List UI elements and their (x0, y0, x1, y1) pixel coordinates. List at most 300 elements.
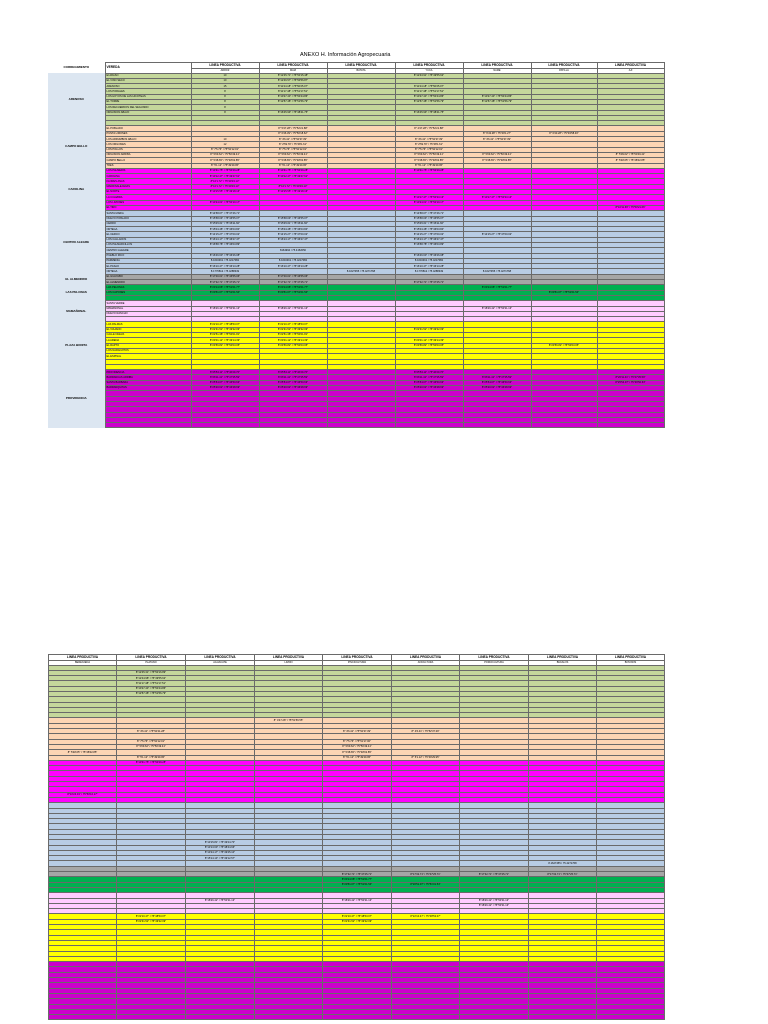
coord-cell: 8°13'15.81" / 75°49'24.70" (186, 840, 255, 845)
coord-cell: 8°15'14.13" / 75°49'12.57" (186, 856, 255, 861)
agro-table-part2 (48, 654, 665, 1020)
vereda-cell: NUEVO RANCHO (105, 311, 191, 316)
coord-cell: 8°17'00.01" / 75°46'55.06" (191, 274, 259, 279)
vereda-cell: EL GUAYABO (105, 274, 191, 279)
coord-cell: 8°12'57.48" / 75°51'56.79" (259, 99, 327, 104)
coord-cell (463, 423, 531, 428)
coord-cell: 8°16'13.17" / 75°46'27.47" (191, 237, 259, 242)
coord-cell: 8°10'1.72" / 75°49'33.13" (191, 179, 259, 184)
coord-cell: 8° 2'59.79" / 75°48'1.61" (395, 142, 463, 147)
coord-cell: 8°15'58.09" / 75°46'55.07" (395, 216, 463, 221)
coord-cell: 8.1616461 / 75.4217082 (259, 258, 327, 263)
coord-cell: 8 (191, 110, 259, 115)
coord-cell (327, 423, 395, 428)
vereda-cell: LOS ARRUMBOS ABAJO (105, 137, 191, 142)
vereda-cell: LAS PELONAS (105, 285, 191, 290)
coord-cell: 8°17'32.71" / 75°47'25.71" (392, 872, 460, 877)
lp-header: LINEA PRODUCTIVA (395, 63, 463, 69)
vereda-cell: ORGONON ABAJO (105, 110, 191, 115)
coord-cell: 8.1627455 / 75.4271768 (327, 269, 395, 274)
coord-cell: 8°23'01.12" / 75°49'14.39" (395, 338, 463, 343)
coord-cell: 8164994 / 75.4152050 (259, 248, 327, 253)
coord-cell: 8.1627455 / 75.4271768 (529, 861, 597, 866)
coord-cell: 8° 5'48.65" / 75°48'02.85" (49, 750, 117, 755)
coord-cell: 8°10'27.43" / 75°50'44.86" (395, 94, 463, 99)
coord-cell (597, 423, 664, 428)
vereda-cell: EL RAPTO (105, 343, 191, 348)
coord-cell: 8°11'17.48" / 75°51'17.51" (259, 89, 327, 94)
coord-cell: 8° 5'48.65" / 75°48'02.85" (259, 158, 327, 163)
coord-cell: 8°20'51.07" / 75°51'01.54" (323, 882, 392, 887)
coord-cell: 8°14'15.27" / 75°47'00.02" (259, 232, 327, 237)
coord-cell: 8°10'1.72" / 75°49'33.13" (259, 184, 327, 189)
coord-cell: 8°20'51.07" / 75°51'01.54" (191, 290, 259, 295)
coord-cell: 8°11'17.48" / 75°51'17.51" (117, 681, 186, 686)
vereda-cell: EL ESPINAL (105, 354, 191, 359)
product-label: PISCICULTURA (323, 660, 392, 665)
coord-cell: 8°12'45.31" / 75°50'16.89" (117, 670, 186, 675)
coord-cell: 8° 5'1.12" / 75°49'29.95" (191, 163, 259, 168)
product-label: PLATANO (117, 660, 186, 665)
coord-cell: 8°14'15.27" / 75°47'00.02" (395, 232, 463, 237)
coord-cell: 8°10'27.43" / 75°50'44.86" (463, 94, 531, 99)
coord-cell: 8°10'24.01" / 75°50'10.17" (49, 792, 117, 797)
coord-cell: 8°22'31.52" / 75°49'32.09" (395, 327, 463, 332)
corregimiento-cell: MAMAÑONAL (48, 301, 105, 322)
coord-cell: 8.1776812 / 75.4288349 (191, 269, 259, 274)
coord-cell: 8.1616461 / 75.4217082 (191, 258, 259, 263)
coord-cell: 8°18'26.42" / 75°50'31.13" (323, 898, 392, 903)
coord-cell: 8°20'14.68" / 75°51'01.77" (259, 285, 327, 290)
coord-cell: 8°11'24.18" / 75°50'25.07" (395, 84, 463, 89)
coord-cell: 8°18'26.42" / 75°50'31.13" (460, 903, 529, 908)
product-label: PATILLA (531, 68, 597, 73)
lp-header: LINEA PRODUCTIVA (323, 655, 392, 661)
coord-cell: 8° 5'1.12" / 75°49'29.95" (392, 755, 460, 760)
coord-cell: 8°16'10.47" / 75°46'13.28" (259, 264, 327, 269)
vereda-cell: SANTA VERDE (105, 301, 191, 306)
coord-cell (395, 423, 463, 428)
coord-cell: 8°20'51.07" / 75°51'01.54" (392, 882, 460, 887)
vereda-cell: ARENOSO (105, 84, 191, 89)
vereda-cell: MADRINALEJADAS (105, 184, 191, 189)
coord-cell: 8°10'31.75" / 75°50'29.28" (395, 168, 463, 173)
coord-cell: 8°25'54.07" / 75°46'50.63" (191, 380, 259, 385)
vereda-cell: TRES (105, 163, 191, 168)
vereda-cell: EL TORRE (105, 99, 191, 104)
corregimiento-cell: CAROLINA (48, 168, 105, 210)
coord-cell: 12 (191, 142, 259, 147)
coord-cell (186, 1015, 255, 1020)
coord-cell (529, 1015, 597, 1020)
coord-cell: 8° 7'5.76" / 75°52'12.01" (259, 147, 327, 152)
coord-cell: 8°10'12.47" / 75°49'47.61" (259, 174, 327, 179)
coord-cell: 8° 5'1.12" / 75°49'29.95" (117, 755, 186, 760)
coord-cell: 8.1776812 / 75.4288349 (395, 269, 463, 274)
coord-cell: 8° 4'47.28" / 75°51'56.55" (255, 718, 323, 723)
coord-cell: 8°17'32.71" / 75°47'25.71" (259, 280, 327, 285)
coord-cell: 8°10'15.55" / 75°49'18.16" (191, 190, 259, 195)
vereda-cell: LAS PALMAS (105, 322, 191, 327)
corregimiento-cell: LAS PELONAS (48, 285, 105, 301)
coord-cell: 8°17'00.01" / 75°46'55.06" (259, 274, 327, 279)
coord-cell: 8°13'13.60" / 75°48'44.66" (186, 845, 255, 850)
vereda-cell: PUEBLO RICO (105, 253, 191, 258)
vereda-cell: CAMPO BELLO (105, 158, 191, 163)
coord-cell: 8° 5'48.65" / 75°48'02.85" (463, 158, 531, 163)
product-label: MAIZ (259, 68, 327, 73)
coord-cell: 8°25'53.11" / 75°46'29.76" (395, 370, 463, 375)
coord-cell: 8°15'58.09" / 75°46'55.07" (191, 216, 259, 221)
coord-cell: 8°23'56.82" / 75°50'03.05" (531, 343, 597, 348)
coord-cell: 8°23'56.82" / 75°50'03.05" (191, 343, 259, 348)
coord-cell: 8°10'31.75" / 75°50'29.28" (117, 760, 186, 765)
product-label: ARROZ (191, 68, 259, 73)
vereda-cell: LOS PALMERIS (105, 168, 191, 173)
coord-cell: 8° 5'48.65" / 75°48'02.85" (395, 158, 463, 163)
vereda-cell: SANTA MARIA (105, 211, 191, 216)
coord-cell: 8°15'45.61" / 75°46'11.60" (259, 221, 327, 226)
lp-header: LINEA PRODUCTIVA (255, 655, 323, 661)
coord-cell: 8° 4'6.41" / 75°52'37.39" (395, 137, 463, 142)
coord-cell: 8°22'51.38" / 75°50'01.81" (259, 333, 327, 338)
table-body-part2 (49, 665, 665, 1020)
vereda-header: VEREDA (105, 63, 191, 74)
coord-cell: 8°15'45.61" / 75°46'11.60" (395, 221, 463, 226)
coord-cell: 8°16'10.47" / 75°46'13.28" (395, 264, 463, 269)
coord-cell: 8°12'45.71" / 75°50'15.48" (259, 73, 327, 78)
coord-cell: 8°25'54.07" / 75°46'50.63" (395, 380, 463, 385)
lp-header: LINEA PRODUCTIVA (597, 63, 664, 69)
agro-table-part1 (48, 62, 665, 428)
vereda-cell: CERRO (105, 221, 191, 226)
product-label: BATATA (327, 68, 395, 73)
coord-cell: 8°15'45.61" / 75°46'11.60" (191, 221, 259, 226)
vereda-cell: EL VIAJANO (105, 327, 191, 332)
coord-cell: 8°22'10.47" / 75°48'53.07" (191, 322, 259, 327)
vereda-cell: LOS CAPONES (105, 290, 191, 295)
coord-cell (460, 1015, 529, 1020)
vereda-cell: CALLE NUEVA (105, 333, 191, 338)
coord-cell: 8°20'14.68" / 75°51'01.77" (463, 285, 531, 290)
coord-cell: 8° 5'1.12" / 75°49'29.95" (395, 163, 463, 168)
coord-cell: 8° 5'09.62" / 75°50'49.41" (191, 152, 259, 157)
coord-cell: 8°26'11.41" / 75°47'35.59" (597, 375, 664, 380)
vereda-cell: EL ALMENDRO (105, 280, 191, 285)
vereda-cell: LOS POLLOS (105, 147, 191, 152)
coord-cell: 8°15'58.09" / 75°46'55.07" (259, 216, 327, 221)
vereda-cell: LA CULEBRA (105, 195, 191, 200)
coord-cell: 8°18'26.42" / 75°50'31.13" (460, 898, 529, 903)
coord-cell: 8°15'04.48" / 75°46'03.84" (395, 227, 463, 232)
product-label: BUFALOS (529, 660, 597, 665)
table-row (49, 1015, 665, 1020)
coord-cell: 10 (191, 137, 259, 142)
coord-cell: 8°23'01.12" / 75°49'14.39" (259, 338, 327, 343)
coord-cell: 8°10'11.66" / 75°50'21.66" (597, 205, 664, 210)
coord-cell: 8°22'31.52" / 75°49'32.09" (259, 327, 327, 332)
corregimiento-cell: CAMPO BELLO (48, 126, 105, 168)
coord-cell: 8°14'58.07" / 75°47'46.71" (191, 211, 259, 216)
table-body-part1 (48, 73, 664, 428)
vereda-cell: LOS RECUERDOS DEL SEGUNDO (105, 105, 191, 110)
coord-cell: 8° 4'47.28" / 75°52'21.88" (395, 126, 463, 131)
coord-cell: 8°25'54.07" / 75°46'50.63" (597, 380, 664, 385)
coord-cell: 8°25'53.11" / 75°46'29.76" (259, 370, 327, 375)
coord-cell: 8°25'20.62" / 75°46'28.69" (191, 386, 259, 391)
coord-cell: 8°17'32.71" / 75°47'25.71" (323, 872, 392, 877)
vereda-cell: ORTEGA (105, 269, 191, 274)
corregimiento-cell: ARENOSO (48, 73, 105, 126)
coord-cell: 8° 4'6.41" / 75°52'37.39" (323, 729, 392, 734)
corregimiento-cell: PLAZA BONITA (48, 322, 105, 370)
coord-cell: 8°10'15.55" / 75°49'18.16" (259, 190, 327, 195)
coord-cell: 8° 5'09.62" / 75°50'49.41" (395, 152, 463, 157)
vereda-cell: LOS PORALES (105, 89, 191, 94)
coord-cell: 8°18'26.42" / 75°50'31.13" (259, 306, 327, 311)
coord-cell: 8° 4'6.41" / 75°52'37.39" (392, 729, 460, 734)
product-label: PORCICULTURA (460, 660, 529, 665)
coord-cell: 8°16'46.60" / 75°46'26.08" (395, 253, 463, 258)
coord-cell: 8°15'04.48" / 75°46'03.84" (259, 227, 327, 232)
coord-cell: 8°23'56.82" / 75°50'03.05" (395, 343, 463, 348)
lp-header: LINEA PRODUCTIVA (460, 655, 529, 661)
vereda-cell: LOS ORGONES (105, 142, 191, 147)
coord-cell: 8° 5'47.28" / 75°52'21.88" (259, 126, 327, 131)
coord-cell: 8° 5'09.62" / 75°50'49.41" (117, 744, 186, 749)
lp-header: LINEA PRODUCTIVA (531, 63, 597, 69)
vereda-cell: ORGONON ARRIBA (105, 152, 191, 157)
coord-cell: 8° 5'1.12" / 75°49'29.95" (259, 163, 327, 168)
coord-cell: 8°11'17.48" / 75°51'17.51" (395, 89, 463, 94)
lp-header: LINEA PRODUCTIVA (529, 655, 597, 661)
coord-cell: 8°25'53.11" / 75°46'29.76" (191, 370, 259, 375)
coord-cell: 8°23'01.12" / 75°49'14.39" (191, 338, 259, 343)
vereda-cell: SANTA BARBARA (105, 380, 191, 385)
coord-cell: 8° 4'6.41" / 75°52'21.28" (117, 729, 186, 734)
coord-cell: 8°20'14.68" / 75°51'01.77" (191, 285, 259, 290)
coord-cell: 8°16'45.99" / 75°48'41.75" (259, 110, 327, 115)
vereda-cell: BARRANQUITAS (105, 386, 191, 391)
coord-cell: 8° 2'59.79" / 75°48'1.61" (259, 142, 327, 147)
lp-header: LINEA PRODUCTIVA (191, 63, 259, 69)
coord-cell: 8°20'51.07" / 75°51'01.54" (259, 290, 327, 295)
coord-cell: 8°17'32.71" / 75°47'25.71" (460, 872, 529, 877)
coord-cell: 8°17'32.71" / 75°47'25.71" (395, 280, 463, 285)
coord-cell: 8°10'17.47" / 75°50'33.13" (395, 195, 463, 200)
coord-cell: 8°25'20.62" / 75°46'28.69" (259, 386, 327, 391)
coord-cell: 8°12'57.48" / 75°51'56.79" (117, 691, 186, 696)
coord-cell: 8°12'43.91" / 75°49'55.62" (395, 73, 463, 78)
vereda-cell: LOS NARANJITOS (105, 348, 191, 353)
coord-cell: 8°14'15.27" / 75°47'00.02" (463, 232, 531, 237)
coord-cell: 8°18'26.42" / 75°50'31.13" (186, 898, 255, 903)
coord-cell: 8°22'10.47" / 75°48'53.07" (392, 914, 460, 919)
vereda-cell: EL NORTE (105, 190, 191, 195)
coord-cell: 8 (191, 105, 259, 110)
corregimiento-cell: EL ALMENDRO (48, 274, 105, 285)
coord-cell: 8° 5'09.62" / 75°50'49.41" (259, 152, 327, 157)
coord-cell: 8°12'44.98" / 75°49'55.62" (117, 676, 186, 681)
lp-header: LINEA PRODUCTIVA (259, 63, 327, 69)
coord-cell: 8°10'27.43" / 75°50'44.86" (117, 686, 186, 691)
coord-cell: 8°26'11.41" / 75°47'35.59" (259, 375, 327, 380)
coord-cell: 8° 5'48.65" / 75°48'02.85" (191, 158, 259, 163)
vereda-cell: PUNTA LIMONES (105, 131, 191, 136)
lp-header: LINEA PRODUCTIVA (186, 655, 255, 661)
coord-cell: 8°17'32.71" / 75°47'25.71" (529, 872, 597, 877)
coord-cell: 8°14'15.27" / 75°47'00.02" (191, 232, 259, 237)
coord-cell: 8°16'46.60" / 75°46'26.08" (191, 253, 259, 258)
lp-header: LINEA PRODUCTIVA (49, 655, 117, 661)
coord-cell: 8°16'58.78" / 75°46'03.89" (395, 243, 463, 248)
coord-cell: 8.1627455 / 75.4271768 (463, 269, 531, 274)
coord-cell: 8 (191, 94, 259, 99)
vereda-cell: EL POBLADO (105, 126, 191, 131)
product-label: AGUACATE (186, 660, 255, 665)
coord-cell (392, 1015, 460, 1020)
coord-cell: 8°10'27.43" / 75°50'44.86" (259, 94, 327, 99)
coord-cell: 8°26'11.41" / 75°47'35.59" (395, 375, 463, 380)
coord-cell: 8.1616461 / 75.4217082 (395, 258, 463, 263)
coord-cell: 15 (191, 84, 259, 89)
coord-cell: 8°22'31.52" / 75°49'32.09" (191, 327, 259, 332)
coord-cell: 8°26'11.41" / 75°47'35.59" (191, 375, 259, 380)
vereda-cell: NUEVO POBLADO (105, 216, 191, 221)
coord-cell: 8°16'45.99" / 75°48'41.75" (395, 110, 463, 115)
coord-cell: 8° 7'5.76" / 75°52'12.01" (117, 739, 186, 744)
coord-cell: 8°20'51.07" / 75°51'01.54" (531, 290, 597, 295)
corregimiento-header: CORREGIMIENTO (63, 65, 90, 70)
vereda-cell: ORTEGA (105, 227, 191, 232)
product-label: BERENJENA (49, 660, 117, 665)
coord-cell: 8°10'24.01" / 75°50'10.17" (191, 200, 259, 205)
coord-cell: 8°15'04.48" / 75°46'03.84" (191, 227, 259, 232)
coord-cell (191, 423, 259, 428)
coord-cell: 10 (191, 73, 259, 78)
coord-cell: 8° 7'5.76" / 75°51'17.00" (323, 739, 392, 744)
lp-header: LINEA PRODUCTIVA (463, 63, 531, 69)
vereda-cell: CAROLINA (105, 174, 191, 179)
coord-cell: 8°25'54.07" / 75°46'50.63" (463, 380, 531, 385)
coord-cell: 8°11'24.18" / 75°50'25.07" (259, 84, 327, 89)
lp-header: LINEA PRODUCTIVA (392, 655, 460, 661)
product-label: ÑAME (463, 68, 531, 73)
coord-cell (255, 1015, 323, 1020)
coord-cell: 8°10'24.01" / 75°50'10.17" (395, 200, 463, 205)
vereda-cell: FLORES ANAS (105, 179, 191, 184)
coord-cell (49, 1015, 117, 1020)
coord-cell: 8° 6'43.28" / 75°49'58.46" (531, 131, 597, 136)
coord-cell: 8°25'20.62" / 75°46'28.69" (463, 386, 531, 391)
coord-cell (117, 1015, 186, 1020)
lp-header: LINEA PRODUCTIVA (597, 655, 665, 661)
product-label: LIMÓN (255, 660, 323, 665)
coord-cell: 8°23'56.82" / 75°50'03.05" (259, 343, 327, 348)
coord-cell: 8°18'26.42" / 75°50'31.13" (191, 306, 259, 311)
vereda-cell: PARMENIA (105, 258, 191, 263)
coord-cell: 8 (191, 89, 259, 94)
page-title: ANEXO H. Información Agropecuaria (300, 52, 391, 58)
coord-cell: 8° 4'6.41" / 75°52'37.39" (463, 137, 531, 142)
table-row (48, 423, 664, 428)
coord-cell: 8°13'24.17" / 75°49'25.10" (186, 850, 255, 855)
vereda-cell: EL CERCO (105, 232, 191, 237)
coord-cell: 8°12'46.57" / 75°50'56.87" (259, 78, 327, 83)
vereda-cell: LA ARENA (105, 338, 191, 343)
product-label: AJI (597, 68, 664, 73)
coord-cell: 8°10'1.72" / 75°49'33.13" (191, 184, 259, 189)
coord-cell: 8°10'31.75" / 75°50'29.28" (259, 168, 327, 173)
coord-cell: 8° 5'48.65" / 75°48'02.85" (323, 750, 392, 755)
coord-cell: 8°22'10.47" / 75°48'53.07" (259, 322, 327, 327)
coord-cell: 8 (191, 99, 259, 104)
vereda-cell: LOS HOYOS DE LAS HICOTEAS (105, 94, 191, 99)
coord-cell: 8°14'58.07" / 75°47'46.71" (395, 211, 463, 216)
coord-cell (531, 423, 597, 428)
coord-cell: 8°22'31.52" / 75°49'32.09" (117, 919, 186, 924)
vereda-cell: EL TIRO (105, 205, 191, 210)
coord-cell: 8° 5'09.62" / 75°50'49.41" (463, 152, 531, 157)
lp-header: LINEA PRODUCTIVA (327, 63, 395, 69)
coord-cell: 8°10'12.47" / 75°49'47.61" (191, 174, 259, 179)
vereda-cell: EL PASAO (105, 264, 191, 269)
coord-cell: 8°16'13.17" / 75°46'27.47" (259, 237, 327, 242)
coord-cell: 8° 7'5.76" / 75°52'12.01" (395, 147, 463, 152)
coord-cell: 8°16'10.47" / 75°46'13.28" (191, 264, 259, 269)
coord-cell (597, 1015, 665, 1020)
coord-cell: 8°10'31.75" / 75°50'29.28" (191, 168, 259, 173)
lp-header: LINEA PRODUCTIVA (117, 655, 186, 661)
coord-cell: 8°25'54.07" / 75°46'50.63" (259, 380, 327, 385)
coord-cell: 8°12'57.48" / 75°51'56.79" (463, 99, 531, 104)
corregimiento-cell: CENTRO ALEGRE (48, 211, 105, 275)
coord-cell: 8°26'11.41" / 75°47'35.59" (463, 375, 531, 380)
coord-cell: 8° 5'09.62" / 75°50'49.41" (597, 152, 664, 157)
coord-cell: 8°20'14.68" / 75°51'01.77" (323, 877, 392, 882)
vereda-cell (105, 423, 191, 428)
coord-cell: 8°10'17.47" / 75°50'33.13" (463, 195, 531, 200)
vereda-cell: CENTRO ALEGRE (105, 248, 191, 253)
vereda-cell: LOS LIMONES (105, 200, 191, 205)
coord-cell: 8°22'10.47" / 75°48'53.07" (117, 914, 186, 919)
coord-cell: 8° 5'09.62" / 75°50'49.41" (323, 744, 392, 749)
coord-cell: 8°22'10.47" / 75°48'53.07" (323, 914, 392, 919)
coord-cell: 8°16'13.17" / 75°46'27.47" (395, 237, 463, 242)
vereda-cell: EL VINO SECO (105, 78, 191, 83)
coord-cell: 8°16'58.78" / 75°46'03.89" (191, 243, 259, 248)
coord-cell: 10 (191, 78, 259, 83)
coord-cell: 8°12'57.48" / 75°51'56.79" (395, 99, 463, 104)
coord-cell: 8°17'32.71" / 75°47'25.71" (191, 280, 259, 285)
coord-cell: 8° 7'5.76" / 75°52'12.01" (191, 147, 259, 152)
vereda-cell: LOS CALLADOS (105, 237, 191, 242)
coord-cell: 8°22'51.38" / 75°50'01.81" (191, 333, 259, 338)
vereda-cell: BARRANCAS ARRIBA (105, 375, 191, 380)
coord-cell: 8°25'20.62" / 75°46'28.69" (395, 386, 463, 391)
vereda-cell: PROVIDENCIA (105, 370, 191, 375)
vereda-cell: El ARASO (105, 73, 191, 78)
coord-cell (259, 423, 327, 428)
coord-cell: 8° 6'46.39" / 75°50'18.62" (259, 131, 327, 136)
vereda-cell: LOS PALMARCILLOS (105, 243, 191, 248)
coord-cell (323, 1015, 392, 1020)
vereda-cell: MAMAÑONAL (105, 306, 191, 311)
corregimiento-cell: PROVIDENCIA (48, 370, 105, 428)
product-label: YUCA (395, 68, 463, 73)
coord-cell: 8° 5'48.65" / 75°48'02.85" (597, 158, 664, 163)
coord-cell: 8° 4'6.41" / 75°52'37.39" (259, 137, 327, 142)
